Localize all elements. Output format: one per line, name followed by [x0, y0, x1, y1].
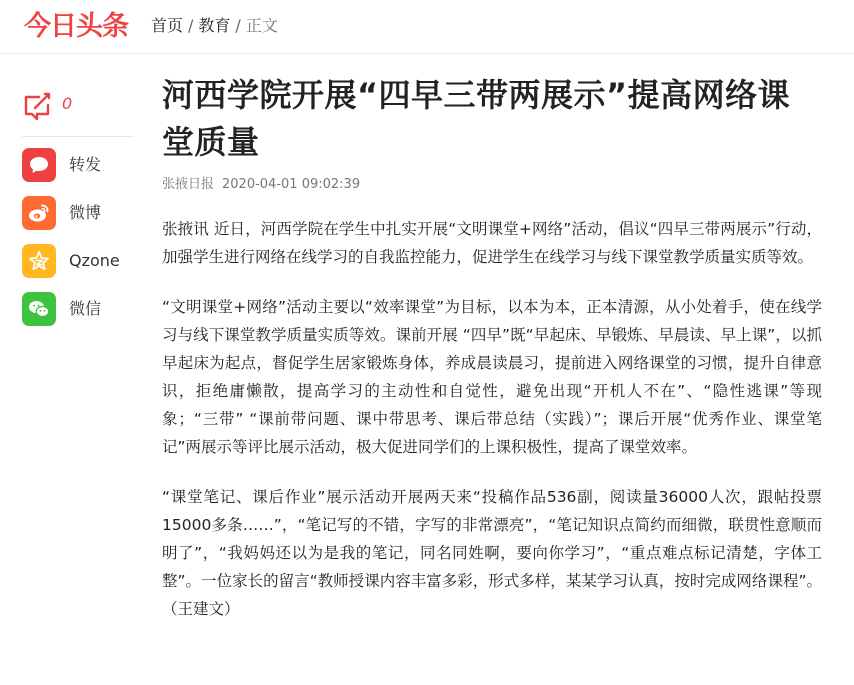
share-wechat-label: 微信: [69, 299, 102, 318]
comment-icon: [22, 90, 54, 122]
article-title: 河西学院开展“四早三带两展示”提高网络课堂质量: [162, 76, 791, 161]
divider: [22, 136, 134, 137]
share-repost-label: 转发: [69, 155, 102, 174]
breadcrumb-education[interactable]: 教育: [198, 16, 231, 35]
share-qzone[interactable]: [22, 244, 134, 292]
comment-count: 0: [62, 94, 73, 113]
breadcrumb: [151, 15, 278, 37]
share-qzone-label: Qzone: [69, 251, 120, 270]
share-list: [22, 148, 134, 340]
top-bar: [0, 0, 854, 54]
wechat-icon: [22, 292, 56, 326]
share-repost[interactable]: [22, 148, 134, 196]
share-weibo[interactable]: [22, 196, 134, 244]
site-logo[interactable]: 今日头条: [24, 11, 128, 42]
article-source[interactable]: 张掖日报: [162, 177, 215, 192]
share-wechat[interactable]: [22, 292, 134, 340]
share-sidebar: [22, 88, 134, 318]
comment-button[interactable]: [22, 88, 134, 128]
article-paragraph: “文明课堂+网络”活动主要以“效率课堂”为目标，以本为本，正本清源，从小处着手，使在线学习与线下课堂教学质量实质等效。课前开展 “四早”既“早起床、早锻炼、早晨读、早上课”，以抓早起床为起点，督促学生居家锻炼身体，养成晨读晨习，提前进入网络课堂的习惯，提升自律意识，拒绝庸懒散，提高学习的主动性和自觉性，避免出现“开机人不在”、“隐性逃课”等现象；“三带” “课前带问题、课中带思考、课后带总结（实践）”；课后开展“优秀作业、课堂笔记”两展示等评比展示活动，极大促进同学们的上课积极性，提高了课堂效率。: [162, 298, 822, 456]
article-paragraph: 张掖讯 近日，河西学院在学生中扎实开展“文明课堂+网络”活动，倡议“四早三带两展示”行动，加强学生进行网络在线学习的自我监控能力，促进学生在线学习与线下课堂教学质量实质等效。: [162, 220, 822, 266]
share-weibo-label: 微博: [69, 203, 102, 222]
breadcrumb-separator: /: [235, 16, 241, 35]
breadcrumb-current: 正文: [245, 16, 278, 35]
breadcrumb-separator: /: [188, 16, 194, 35]
article-meta: [162, 177, 822, 193]
article: [162, 72, 822, 623]
repost-icon: [22, 148, 56, 182]
weibo-icon: [22, 196, 56, 230]
article-paragraph: “课堂笔记、课后作业”展示活动开展两天来“投稿作品536副，阅读量36000人次，跟帖投票15000多条……”，“笔记写的不错，字写的非常漂亮”，“笔记知识点简约而细微，联贯性意顺而明了”，“我妈妈还以为是我的笔记，同名同姓啊，要向你学习”，“重点难点标记清楚，字体工整”。一位家长的留言“教师授课内容丰富多彩，形式多样，某某学习认真，按时完成网络课程”。（王建文）: [162, 488, 822, 618]
breadcrumb-home[interactable]: 首页: [151, 16, 184, 35]
qzone-icon: [22, 244, 56, 278]
article-time: 2020-04-01 09:02:39: [222, 177, 361, 192]
